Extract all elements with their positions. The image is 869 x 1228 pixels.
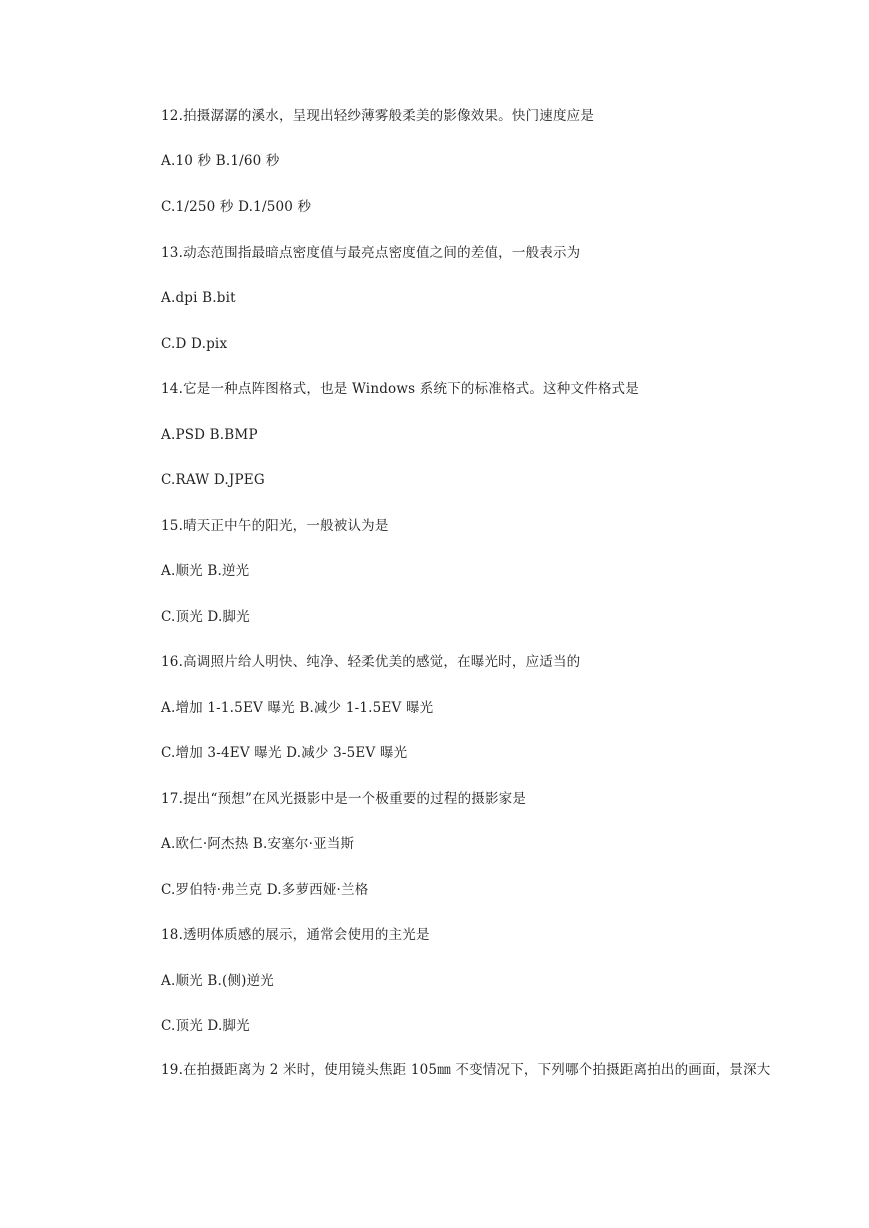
- question-13-options-cd: C.D D.pix: [161, 336, 228, 352]
- question-17-options-ab: A.欧仁·阿杰热 B.安塞尔·亚当斯: [161, 836, 355, 852]
- question-12-stem: 12.拍摄潺潺的溪水，呈现出轻纱薄雾般柔美的影像效果。快门速度应是: [161, 108, 595, 124]
- question-16-stem: 16.高调照片给人明快、纯净、轻柔优美的感觉，在曝光时，应适当的: [161, 654, 581, 670]
- question-18-options-cd: C.顶光 D.脚光: [161, 1018, 250, 1034]
- question-16-options-ab: A.增加 1-1.5EV 曝光 B.减少 1-1.5EV 曝光: [161, 700, 434, 716]
- question-14-options-cd: C.RAW D.JPEG: [161, 472, 265, 488]
- question-15-options-ab: A.顺光 B.逆光: [161, 563, 250, 579]
- question-14-stem: 14.它是一种点阵图格式，也是 Windows 系统下的标准格式。这种文件格式是: [161, 381, 639, 397]
- question-17-stem: 17.提出“预想”在风光摄影中是一个极重要的过程的摄影家是: [161, 791, 527, 807]
- question-13-stem: 13.动态范围指最暗点密度值与最亮点密度值之间的差值，一般表示为: [161, 245, 581, 261]
- question-13-options-ab: A.dpi B.bit: [161, 290, 236, 306]
- question-16-options-cd: C.增加 3-4EV 曝光 D.减少 3-5EV 曝光: [161, 745, 408, 761]
- question-14-options-ab: A.PSD B.BMP: [161, 427, 258, 443]
- question-17-options-cd: C.罗伯特·弗兰克 D.多萝西娅·兰格: [161, 882, 369, 898]
- question-12-options-ab: A.10 秒 B.1/60 秒: [161, 153, 280, 169]
- question-15-options-cd: C.顶光 D.脚光: [161, 609, 250, 625]
- question-15-stem: 15.晴天正中午的阳光，一般被认为是: [161, 518, 389, 534]
- question-12-options-cd: C.1/250 秒 D.1/500 秒: [161, 199, 312, 215]
- question-19-stem: 19.在拍摄距离为 2 米时，使用镜头焦距 105㎜ 不变情况下，下列哪个拍摄距离拍出的画面，景深大: [161, 1062, 771, 1078]
- question-18-options-ab: A.顺光 B.(侧)逆光: [161, 973, 274, 989]
- question-18-stem: 18.透明体质感的展示，通常会使用的主光是: [161, 927, 430, 943]
